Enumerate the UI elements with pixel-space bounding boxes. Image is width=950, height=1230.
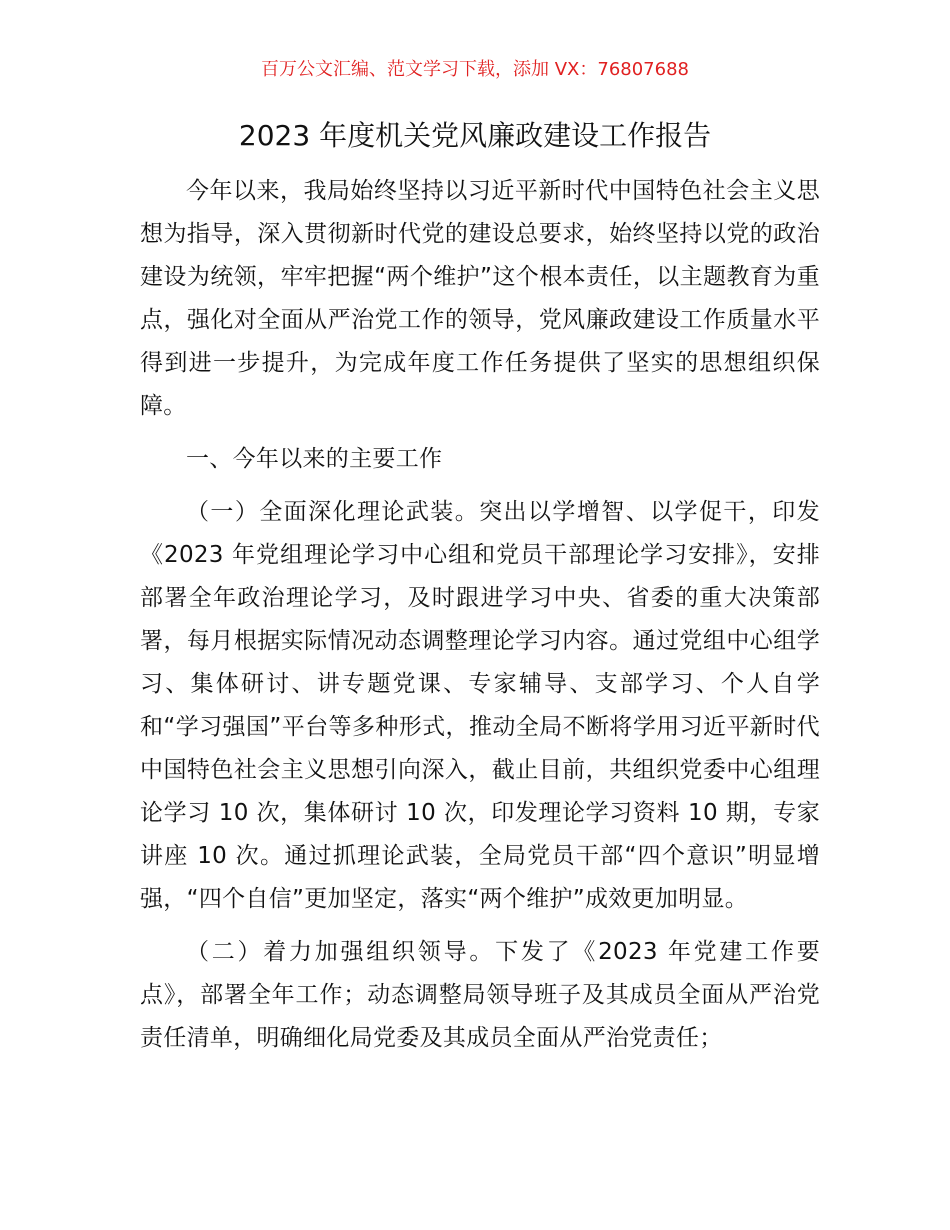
section-paragraph-1: （一）全面深化理论武装。突出以学增智、以学促干，印发《2023 年党组理论学习中心组和党员干部理论学习安排》，安排部署全年政治理论学习，及时跟进学习中央、省委的重大决策部署，每月根据实际情况动态调整理论学习内容。通过党组中心组学习、集体研讨、讲专题党课、专家辅导、支部学习、个人自学和“学习强国”平台等多种形式，推动全局不断将学用习近平新时代中国特色社会主义思想引向深入，截止目前，共组织党委中心组理论学习 10 次，集体研讨 10 次，印发理论学习资料 10 期，专家讲座 10 次。通过抓理论武装，全局党员干部“四个意识”明显增强，“四个自信”更加坚定，落实“两个维护”成效更加明显。 [140, 499, 820, 912]
section-heading: 一、今年以来的主要工作 [186, 446, 443, 472]
section-paragraph-2: （二）着力加强组织领导。下发了《2023 年党建工作要点》，部署全年工作；动态调整局领导班子及其成员全面从严治党责任清单，明确细化局党委及其成员全面从严治党责任； [140, 939, 820, 1051]
intro-paragraph: 今年以来，我局始终坚持以习近平新时代中国特色社会主义思想为指导，深入贯彻新时代党的建设总要求，始终坚持以党的政治建设为统领，牢牢把握“两个维护”这个根本责任，以主题教育为重点，强化对全面从严治党工作的领导，党风廉政建设工作质量水平得到进一步提升，为完成年度工作任务提供了坚实的思想组织保障。 [140, 178, 820, 419]
document-body [140, 170, 820, 1060]
header-banner: 百万公文汇编、范文学习下载，添加 VX：76807688 [261, 59, 689, 80]
document-title: 2023 年度机关党风廉政建设工作报告 [238, 119, 712, 152]
